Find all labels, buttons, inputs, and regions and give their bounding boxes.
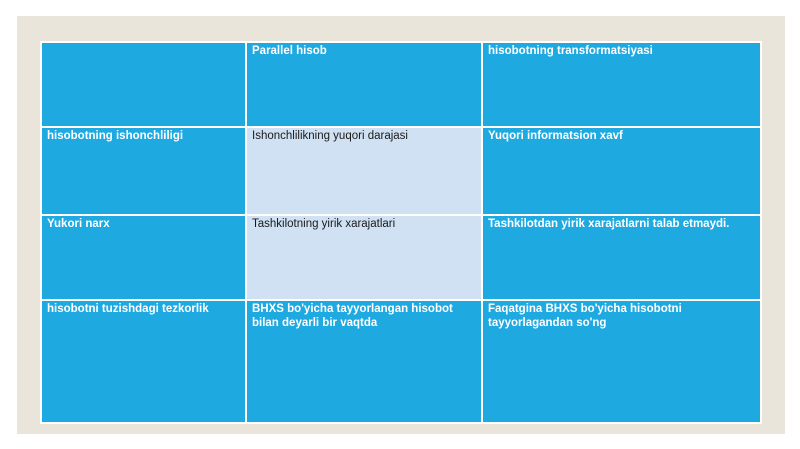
table-cell: Tashkilotning yirik xarajatlari bbox=[246, 215, 482, 300]
row-label-tezkorlik: hisobotni tuzishdagi tezkorlik bbox=[41, 300, 246, 423]
row-label-narx: Yukori narx bbox=[41, 215, 246, 300]
table-cell: Yuqori informatsion xavf bbox=[482, 127, 761, 214]
table-row bbox=[41, 215, 761, 300]
header-cell-empty bbox=[41, 42, 246, 127]
slide-frame bbox=[17, 16, 785, 434]
table-row bbox=[41, 127, 761, 214]
table-cell: BHXS bo'yicha tayyorlangan hisobot bilan deyarli bir vaqtda bbox=[246, 300, 482, 423]
comparison-table bbox=[40, 41, 762, 424]
table-cell: Faqatgina BHXS bo'yicha hisobotni tayyorlagandan so'ng bbox=[482, 300, 761, 423]
row-label-ishonchlilik: hisobotning ishonchliligi bbox=[41, 127, 246, 214]
header-cell-transformatsiya: hisobotning transformatsiyasi bbox=[482, 42, 761, 127]
table-row bbox=[41, 300, 761, 423]
header-cell-parallel-hisob: Parallel hisob bbox=[246, 42, 482, 127]
table-cell: Tashkilotdan yirik xarajatlarni talab etmaydi. bbox=[482, 215, 761, 300]
table-header-row bbox=[41, 42, 761, 127]
table-cell: Ishonchlilikning yuqori darajasi bbox=[246, 127, 482, 214]
